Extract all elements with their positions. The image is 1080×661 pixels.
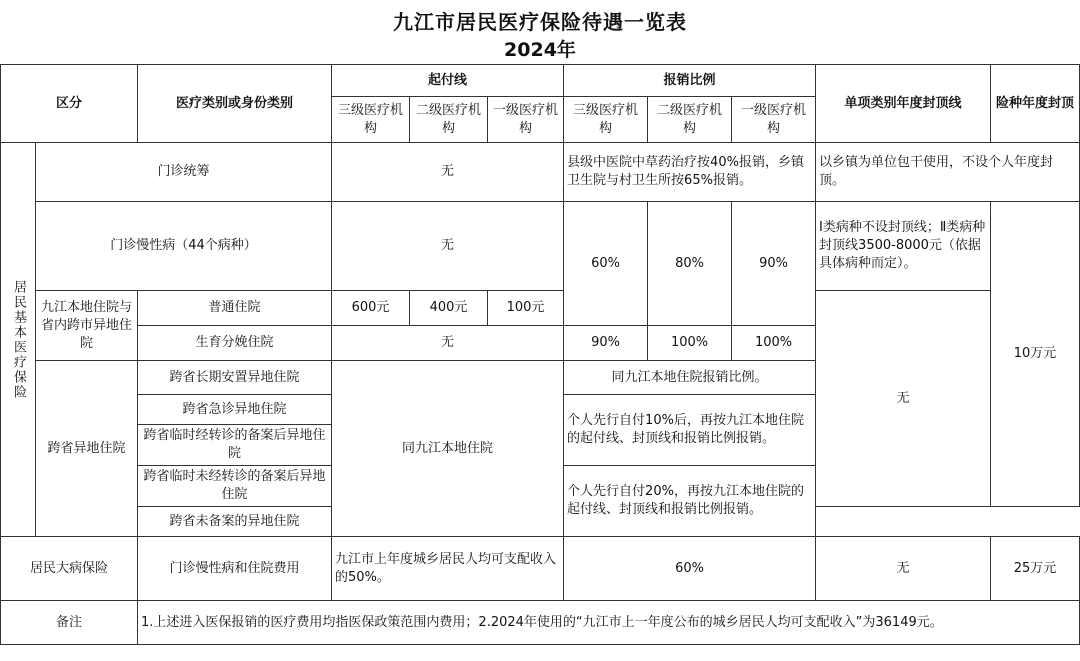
cross-ratio-2: 个人先行自付10%后，再按九江本地住院的起付线、封顶线和报销比例报销。 xyxy=(564,395,816,466)
header-ratio-level3: 三级医疗机构 xyxy=(564,97,648,143)
cross-deductible: 同九江本地住院 xyxy=(332,361,564,537)
chronic-deductible: 无 xyxy=(332,202,564,291)
birth-ratio-level3: 90% xyxy=(564,326,648,361)
serious-single-cap: 无 xyxy=(816,537,991,601)
normal-deductible-level3: 600元 xyxy=(332,291,410,326)
header-reimbursement: 报销比例 xyxy=(564,65,816,97)
cross-item: 跨省临时经转诊的备案后异地住院 xyxy=(138,425,332,466)
basic-insurance-label: 居民基本医疗保险 xyxy=(1,143,36,537)
outpatient-pool-name: 门诊统筹 xyxy=(36,143,332,202)
cross-ratio-3: 个人先行自付20%，再按九江本地住院的起付线、封顶线和报销比例报销。 xyxy=(564,466,816,537)
header-deductible-level3: 三级医疗机构 xyxy=(332,97,410,143)
birth-inpatient-name: 生育分娩住院 xyxy=(138,326,332,361)
cross-item: 跨省急诊异地住院 xyxy=(138,395,332,425)
normal-deductible-level1: 100元 xyxy=(488,291,564,326)
normal-inpatient-name: 普通住院 xyxy=(138,291,332,326)
header-category: 医疗类别或身份类别 xyxy=(138,65,332,143)
chronic-name: 门诊慢性病（44个病种） xyxy=(36,202,332,291)
birth-ratio-level1: 100% xyxy=(732,326,816,361)
remarks-label: 备注 xyxy=(1,601,138,645)
benefits-table xyxy=(0,64,1080,645)
cross-province-group: 跨省异地住院 xyxy=(36,361,138,537)
basic-single-cap-none: 无 xyxy=(816,291,991,507)
remarks-text: 1.上述进入医保报销的医疗费用均指医保政策范围内费用；2.2024年使用的“九江市上一年度公布的城乡居民人均可支配收入”为36149元。 xyxy=(138,601,1080,645)
header-ratio-level2: 二级医疗机构 xyxy=(648,97,732,143)
header-deductible-level1: 一级医疗机构 xyxy=(488,97,564,143)
cross-ratio-1: 同九江本地住院报销比例。 xyxy=(564,361,816,395)
birth-deductible: 无 xyxy=(332,326,564,361)
chronic-single-cap: Ⅰ类病种不设封顶线；Ⅱ类病种封顶线3500-8000元（依据具体病种而定）。 xyxy=(816,202,991,291)
normal-deductible-level2: 400元 xyxy=(410,291,488,326)
outpatient-pool-cap: 以乡镇为单位包干使用，不设个人年度封顶。 xyxy=(816,143,1080,202)
outpatient-pool-ratio: 县级中医院中草药治疗按40%报销，乡镇卫生院与村卫生所按65%报销。 xyxy=(564,143,816,202)
chronic-ratio-level1: 90% xyxy=(732,202,816,326)
serious-name: 门诊慢性病和住院费用 xyxy=(138,537,332,601)
chronic-ratio-level3: 60% xyxy=(564,202,648,326)
serious-deductible: 九江市上年度城乡居民人均可支配收入的50%。 xyxy=(332,537,564,601)
birth-ratio-level2: 100% xyxy=(648,326,732,361)
chronic-ratio-level2: 80% xyxy=(648,202,732,326)
page-year: 2024年 xyxy=(504,39,576,61)
local-inpatient-group: 九江本地住院与省内跨市异地住院 xyxy=(36,291,138,361)
basic-annual-cap: 10万元 xyxy=(991,202,1080,507)
serious-insurance-label: 居民大病保险 xyxy=(1,537,138,601)
cross-item: 跨省临时未经转诊的备案后异地住院 xyxy=(138,466,332,507)
cross-item: 跨省未备案的异地住院 xyxy=(138,507,332,537)
serious-annual-cap: 25万元 xyxy=(991,537,1080,601)
header-annual-cap: 险种年度封顶 xyxy=(991,65,1080,143)
header-deductible: 起付线 xyxy=(332,65,564,97)
header-single-cap: 单项类别年度封顶线 xyxy=(816,65,991,143)
serious-ratio: 60% xyxy=(564,537,816,601)
page-title: 九江市居民医疗保险待遇一览表 xyxy=(393,10,687,34)
header-deductible-level2: 二级医疗机构 xyxy=(410,97,488,143)
header-ratio-level1: 一级医疗机构 xyxy=(732,97,816,143)
outpatient-pool-deductible: 无 xyxy=(332,143,564,202)
header-division: 区分 xyxy=(1,65,138,143)
cross-item: 跨省长期安置异地住院 xyxy=(138,361,332,395)
